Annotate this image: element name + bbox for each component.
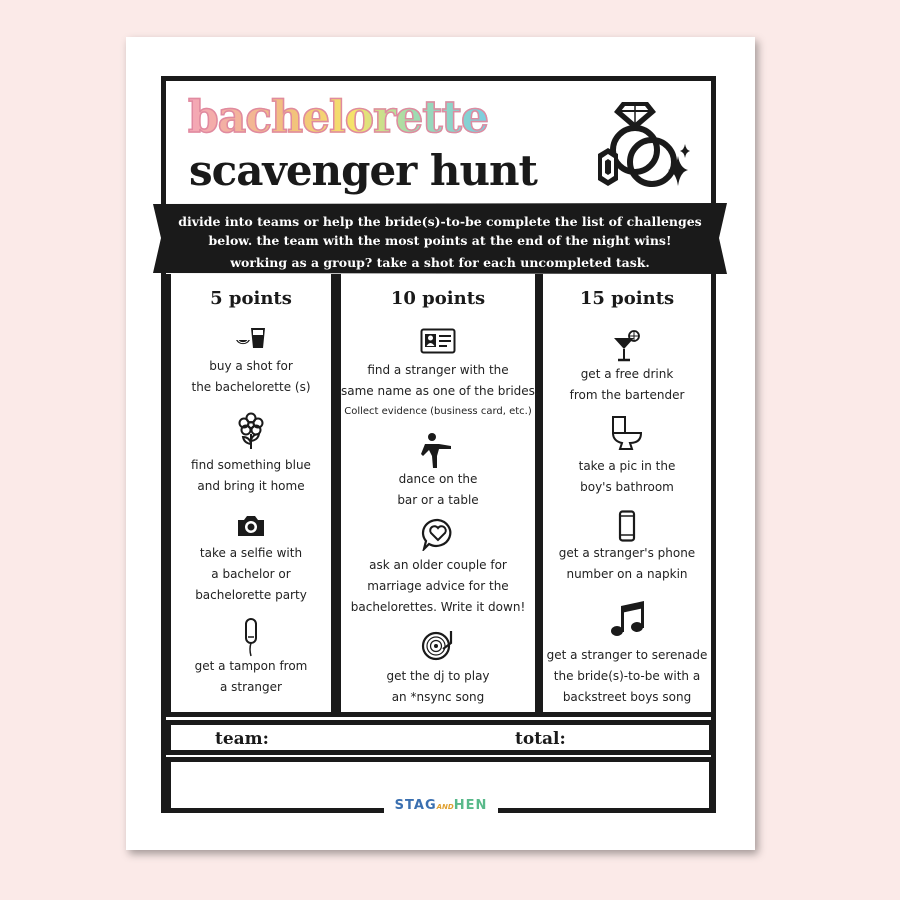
column-5-points	[166, 274, 336, 717]
heart-speech-icon	[421, 517, 455, 551]
task-line: find something blue	[191, 458, 311, 472]
task-line: a stranger	[220, 680, 282, 694]
toilet-icon	[610, 415, 644, 451]
task-boys-bathroom	[543, 456, 711, 498]
task-line: from the bartender	[569, 388, 685, 402]
task-something-blue	[171, 455, 331, 497]
task-line: a bachelor or	[211, 567, 291, 581]
task-line: get a tampon from	[194, 659, 308, 673]
task-tampon	[171, 656, 331, 698]
task-line: the bachelorette (s)	[191, 380, 311, 394]
score-row	[166, 720, 714, 755]
team-label: team:	[215, 729, 269, 749]
task-marriage-advice	[341, 555, 535, 618]
dancer-icon	[421, 432, 455, 470]
cocktail-icon	[613, 330, 641, 362]
logo-hen: HEN	[453, 798, 488, 813]
task-line: get a free drink	[580, 367, 674, 381]
task-note: Collect evidence (business card, etc.)	[344, 406, 532, 417]
task-line: get a stranger's phone	[558, 546, 696, 560]
banner-line-1: divide into teams or help the bride(s)-to-be complete the list of challenges	[178, 214, 702, 229]
task-free-drink	[543, 364, 711, 406]
task-line: and bring it home	[197, 479, 305, 493]
instructions-banner	[153, 203, 727, 274]
task-nsync	[341, 666, 535, 708]
column-heading: 5 points	[210, 288, 292, 309]
column-15-points	[538, 274, 716, 717]
task-phone-number	[543, 543, 711, 585]
task-line: take a selfie with	[199, 546, 303, 560]
task-line: an *nsync song	[391, 690, 485, 704]
phone-icon	[618, 510, 636, 542]
task-line: dance on the	[398, 472, 478, 486]
stag-and-hen-logo	[384, 794, 498, 818]
task-dance	[341, 469, 535, 511]
task-line: get a stranger to serenade	[546, 648, 708, 662]
id-card-icon	[420, 328, 456, 354]
title-bachelorette: bachelorette	[188, 92, 488, 143]
task-line: the bride(s)-to-be with a	[553, 669, 701, 683]
column-heading: 10 points	[390, 288, 486, 309]
task-line: find a stranger with the	[367, 363, 509, 377]
task-buy-shot	[171, 356, 331, 398]
column-10-points	[336, 274, 540, 717]
task-line: bachelorette party	[195, 588, 307, 602]
task-selfie	[171, 543, 331, 606]
camera-icon	[236, 514, 266, 538]
tampon-icon	[244, 617, 258, 657]
task-line: bar or a table	[397, 493, 479, 507]
total-label: total:	[515, 729, 566, 749]
task-line: buy a shot for	[209, 359, 293, 373]
title-scavenger-hunt: scavenger hunt	[189, 146, 537, 195]
task-line: same name as one of the brides.	[341, 384, 539, 398]
task-serenade	[543, 645, 711, 708]
flower-icon	[238, 412, 264, 450]
banner-line-3: working as a group? take a shot for each uncompleted task.	[230, 255, 650, 270]
task-line: get the dj to play	[386, 669, 490, 683]
record-player-icon	[421, 629, 455, 661]
rings-diamond-icon	[592, 98, 692, 194]
banner-line-2: below. the team with the most points at the end of the night wins!	[208, 233, 672, 248]
task-line: take a pic in the	[578, 459, 676, 473]
task-line: number on a napkin	[566, 567, 688, 581]
task-line: ask an older couple for	[369, 558, 507, 572]
task-line: boy's bathroom	[580, 480, 674, 494]
task-same-name	[341, 360, 539, 422]
shot-glass-lime-icon	[234, 326, 268, 350]
task-line: backstreet boys song	[562, 690, 692, 704]
music-note-icon	[609, 600, 645, 638]
task-line: marriage advice for the	[367, 579, 509, 593]
logo-and: AND	[436, 803, 454, 811]
task-line: bachelorettes. Write it down!	[350, 600, 526, 614]
column-heading: 15 points	[579, 288, 675, 309]
logo-stag: STAG	[394, 798, 437, 813]
